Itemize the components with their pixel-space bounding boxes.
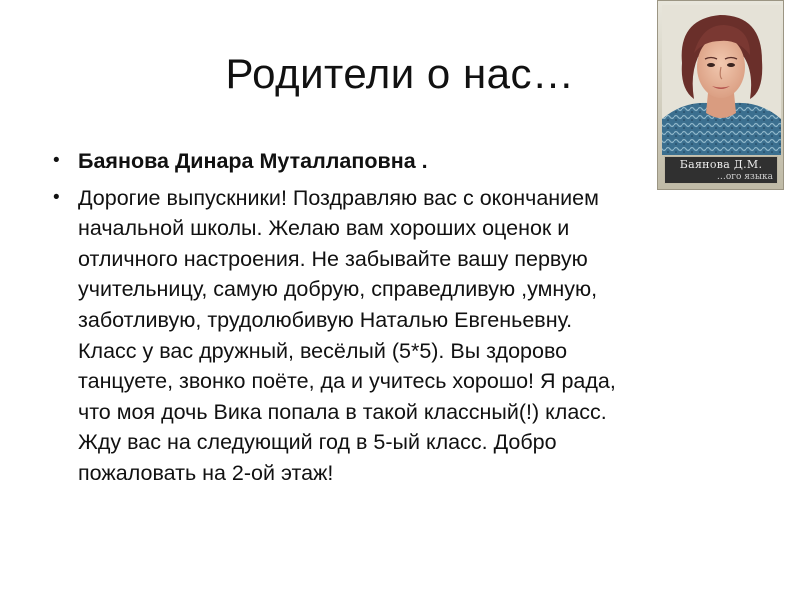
text-line: Класс у вас дружный, весёлый (5*5). Вы здорово <box>78 338 568 363</box>
text-line: Жду вас на следующий год в 5-ый класс. Добро <box>78 430 557 455</box>
bullet-list <box>50 146 732 495</box>
text-line: начальной школы. Желаю вам хороших оценок и <box>78 216 570 241</box>
bullet-text <box>78 183 732 489</box>
text-line: пожаловать на 2-ой этаж! <box>78 460 334 485</box>
photo-caption <box>664 156 778 184</box>
bullet-item-author <box>50 146 732 177</box>
portrait-photo <box>657 0 784 190</box>
caption-subject: …ого языка <box>716 172 773 182</box>
caption-name: Баянова Д.М. <box>679 158 763 171</box>
text-line: танцуете, звонко поёте, да и учитесь хорошо! Я рада, <box>78 369 616 394</box>
text-line: Дорогие выпускники! Поздравляю вас с окончанием <box>78 185 599 210</box>
text-line: что моя дочь Вика попала в такой классный(!) класс. <box>78 399 607 424</box>
bullet-dot: • <box>53 150 60 171</box>
text-line: отличного настроения. Не забывайте вашу первую <box>78 246 588 271</box>
bullet-text <box>78 146 732 177</box>
slide-title: Родители о нас… <box>225 50 575 97</box>
text-line: Баянова Динара Муталлаповна . <box>78 149 428 173</box>
text-line: учительницу, самую добрую, справедливую ,умную, <box>78 277 598 302</box>
bullet-dot: • <box>53 186 60 208</box>
text-line: заботливую, трудолюбивую Наталью Евгеньевну. <box>78 307 573 332</box>
bullet-item-message <box>50 183 732 489</box>
